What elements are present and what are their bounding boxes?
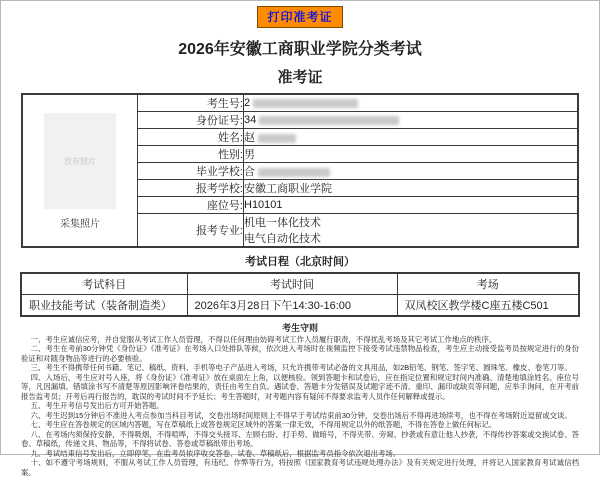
- photo-placeholder-text: 没有照片: [64, 156, 96, 166]
- examinee-rules: [21, 321, 579, 477]
- field-value-applied-major: [244, 214, 579, 248]
- redacted-value: [258, 134, 296, 143]
- redacted-value: [258, 168, 330, 177]
- field-value-graduated-school: 合: [244, 163, 579, 180]
- topbar: [1, 1, 599, 28]
- table-row: [22, 94, 578, 112]
- field-label-id-number: 身份证号:: [138, 112, 244, 129]
- page-title: 2026年安徽工商职业学院分类考试: [178, 41, 422, 58]
- page-subtitle: 准考证: [277, 69, 323, 86]
- photo-placeholder: [44, 113, 116, 209]
- rules-title: 考生守则: [281, 323, 318, 333]
- rule-item: 十、如不遵守考场规则，不服从考试工作人员管理，有违纪、作弊等行为，将按照《国家教育考试违规处理办法》及有关规定进行处理，并将记入国家教育考试诚信档案。: [21, 458, 579, 477]
- field-label-name: 姓名:: [138, 129, 244, 146]
- field-label-candidate-number: 考生号:: [138, 94, 244, 112]
- schedule-title: 考试日程（北京时间）: [245, 256, 355, 268]
- field-value-candidate-number: 2: [244, 94, 579, 112]
- schedule-cell-time: 2026年3月28日下午14:30-16:00: [187, 295, 397, 317]
- photo-caption: 采集照片: [60, 219, 100, 230]
- field-label-applied-school: 报考学校:: [138, 180, 244, 197]
- rule-item: 五、考生开考信号发出后方可开始答题。: [30, 401, 164, 411]
- applied-major-line1: 机电一体化技术: [244, 217, 321, 229]
- table-row: [21, 295, 579, 317]
- print-ticket-button[interactable]: 打印准考证: [257, 6, 342, 28]
- field-value-gender: 男: [244, 146, 579, 163]
- photo-cell: [22, 94, 138, 247]
- field-value-seat-number: H10101: [244, 197, 579, 214]
- rule-item: 六、考生迟到15分钟后不准进入考点参加当科目考试，交卷出场时间原则上不得早于考试结束前30分钟，交卷出场后不得再进场续考，也不得在考场附近逗留或交谈。: [30, 410, 572, 420]
- rule-item: 八、在考场内须保持安静，不得吸烟，不得喧哗，不得交头接耳、左顾右盼、打手势、做暗号，不得夹带、旁窥、抄袭或有意让他人抄袭，不得传抄答案或交换试卷、答卷、草稿纸，传递文具、物品等，不得将试卷、答卷或草稿纸带出考场。: [21, 429, 579, 449]
- field-value-applied-school: 安徽工商职业学院: [244, 180, 579, 197]
- redacted-value: [253, 99, 358, 108]
- schedule-header-time: 考试时间: [187, 273, 397, 295]
- schedule-header-room: 考场: [397, 273, 579, 295]
- field-value-id-number: 34: [244, 112, 579, 129]
- schedule-cell-room: 双凤校区教学楼C座五楼C501: [397, 295, 579, 317]
- rule-item: 三、考生不得携带任何书籍、笔记、稿纸、资料、手机等电子产品进入考场，只允许携带考试必备的文具用品，如2B铅笔、钢笔、签字笔、圆珠笔、橡皮、卷笔刀等。: [30, 363, 572, 373]
- rule-item: 二、考生在考前30分钟凭《身份证》《准考证》在考场入口处排队等候，依次进入考场时在视频监控下接受考试违禁物品检查，考生应主动接受监考员按规定进行的身份验证和对随身物品等进行的必要核验。: [21, 344, 579, 363]
- applied-major-line2: 电气自动化技术: [244, 233, 321, 245]
- rule-item: 四、入场后，考生应对号入座，将《身份证》《准考证》放在桌面左上角，以便核验。领到答题卡和试卷后，应在指定位置和规定时间内准确、清楚地填涂姓名、座位号等，凡因漏填、错填涂书写不清楚等原因影响评卷结果的，责任由考生自负。遇试卷、答题卡分发错误及试题字迹不清、重印、漏印或缺页等问题，应举手询问，在开考前报告监考员；开考后再行报告的，耽误的考试时间不予延长；考生答题时，对考题内容有疑问不得要求监考人员作任何解释或提示。: [21, 372, 579, 401]
- table-row: [21, 273, 579, 295]
- field-label-graduated-school: 毕业学校:: [138, 163, 244, 180]
- field-label-gender: 性别:: [138, 146, 244, 163]
- exam-schedule-table: [20, 272, 580, 317]
- field-label-seat-number: 座位号:: [138, 197, 244, 214]
- schedule-header-subject: 考试科目: [21, 273, 187, 295]
- redacted-value: [259, 116, 399, 125]
- schedule-cell-subject: 职业技能考试（装备制造类）: [21, 295, 187, 317]
- rule-item: 一、考生应诚信应考，并自觉服从考试工作人员管理，不得以任何理由妨碍考试工作人员履行职责，不得扰乱考场及其它考试工作地点的秩序。: [30, 335, 497, 344]
- candidate-info-table: [21, 93, 579, 248]
- rule-item: 九、考试结束信号发出后，立即停笔，在监考员依序收交答卷、试卷、草稿纸后，根据监考员指令依次退出考场。: [30, 448, 401, 458]
- field-label-applied-major: 报考专业:: [138, 214, 244, 248]
- field-value-name: 赵: [244, 129, 579, 146]
- rule-item: 七、考生应在答卷规定的区域内答题，写在草稿纸上或答卷规定区域外的答案一律无效，不得用规定以外的纸答题，不得在答卷上做任何标记。: [30, 420, 497, 430]
